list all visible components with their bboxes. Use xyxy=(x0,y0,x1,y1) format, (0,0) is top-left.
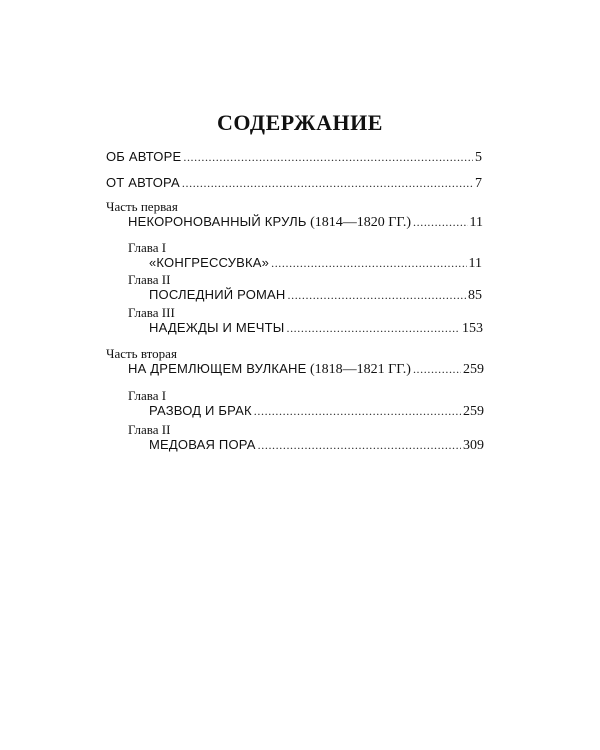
toc-leader-dots xyxy=(288,286,467,304)
toc-entry-page: 259 xyxy=(463,362,484,377)
toc-entry-chapter[interactable] xyxy=(149,402,484,421)
toc-entry-page: 85 xyxy=(468,288,482,303)
toc-entry-part1[interactable] xyxy=(128,213,483,232)
toc-entry-chapter[interactable] xyxy=(149,436,484,455)
part-label: Часть первая xyxy=(106,199,178,214)
page-title: СОДЕРЖАНИЕ xyxy=(217,110,383,135)
toc-entry-page: 153 xyxy=(462,321,483,336)
toc-entry-page: 11 xyxy=(468,256,482,271)
toc-leader-dots xyxy=(271,254,466,272)
chapter-label: Глава II xyxy=(128,422,171,437)
chapter-label: Глава III xyxy=(128,305,175,320)
toc-entry-about-author[interactable] xyxy=(106,148,482,167)
toc-entry-title: ОТ АВТОРА xyxy=(106,175,180,190)
toc-entry-page: 7 xyxy=(475,176,482,191)
toc-entry-title: РАЗВОД И БРАК xyxy=(149,403,252,418)
toc-entry-chapter[interactable] xyxy=(149,254,482,273)
toc-entry-title xyxy=(128,213,411,232)
toc-entry-title: «КОНГРЕССУВКА» xyxy=(149,255,270,270)
toc-leader-dots xyxy=(182,174,473,192)
toc-entry-title-main: НЕКОРОНОВАННЫЙ КРУЛЬ xyxy=(128,214,307,229)
toc-entry-part2[interactable] xyxy=(128,360,484,379)
toc-entry-page: 11 xyxy=(469,215,483,230)
toc-leader-dots xyxy=(254,402,461,420)
toc-entry-title: НАДЕЖДЫ И МЕЧТЫ xyxy=(149,320,285,335)
toc-entry-title-years: (1818—1821 ГГ.) xyxy=(306,362,411,377)
toc-entry-from-author[interactable] xyxy=(106,174,482,193)
toc-leader-dots xyxy=(286,319,460,337)
toc-entry-title: МЕДОВАЯ ПОРА xyxy=(149,437,256,452)
toc-entry-title xyxy=(128,360,411,379)
chapter-label: Глава I xyxy=(128,388,167,403)
toc-leader-dots xyxy=(258,436,461,454)
toc-entry-title-years: (1814—1820 ГГ.) xyxy=(306,215,412,230)
toc-leader-dots xyxy=(413,213,467,231)
part-label: Часть вторая xyxy=(106,346,177,361)
chapter-label: Глава II xyxy=(128,272,171,287)
toc-entry-page: 309 xyxy=(463,438,484,453)
chapter-label: Глава I xyxy=(128,240,167,255)
toc-entry-chapter[interactable] xyxy=(149,319,483,338)
toc-entry-title-main: НА ДРЕМЛЮЩЕМ ВУЛКАНЕ xyxy=(128,361,307,376)
toc-leader-dots xyxy=(413,360,461,378)
toc-leader-dots xyxy=(183,148,473,166)
toc-entry-title: ОБ АВТОРЕ xyxy=(106,149,182,164)
toc-entry-page: 259 xyxy=(463,404,484,419)
toc-entry-title: ПОСЛЕДНИЙ РОМАН xyxy=(149,287,286,302)
toc-entry-page: 5 xyxy=(475,150,482,165)
toc-entry-chapter[interactable] xyxy=(149,286,482,305)
